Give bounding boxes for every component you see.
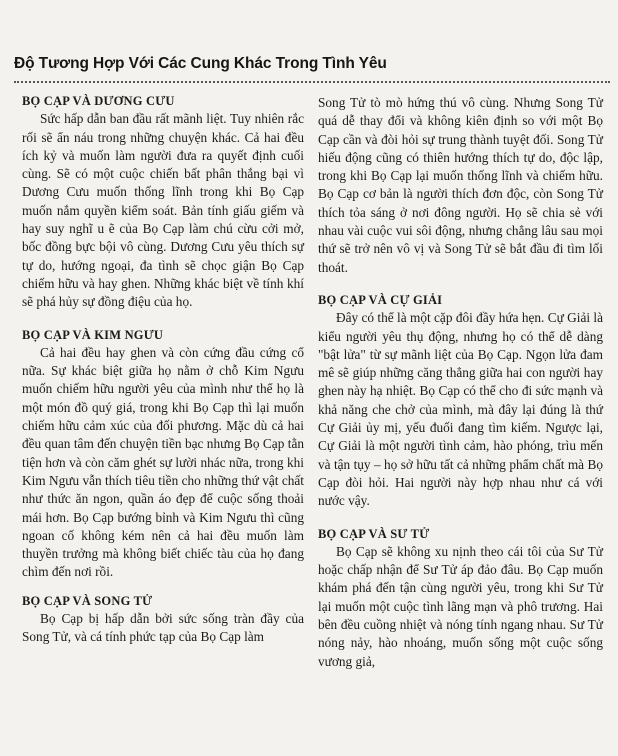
section-body-cu-giai: Đây có thể là một cặp đôi đầy hứa hẹn. Cự Giải là kiểu người yêu thụ động, nhưng họ có thể dễ dàng "bật lửa" từ sự mãnh liệt của Bọ Cạp. Ngọn lửa đam mê sẽ giúp những căng thẳng giữa hai con người hay ghen này hạ nhiệt. Bọ Cạp có thể cho đi sức mạnh và khả năng che chở của mình, mà đây lại đúng là thứ Cự Giải ủy mị, yếu đuối đang tìm kiếm. Ngược lại, Cự Giải là một người tình cảm, hào phóng, trìu mến và tận tụy – họ sở hữu tất cả những phẩm chất mà Bọ Cạp đòi hỏi. Hai người này hợp nhau như cá với nước vậy. (318, 310, 603, 509)
section-heading-cu-giai: BỌ CẠP VÀ CỰ GIẢI (318, 292, 443, 307)
page-header: Độ Tương Hợp Với Các Cung Khác Trong Tình Yêu (14, 55, 387, 72)
section-body-duong-cuu: Sức hấp dẫn ban đầu rất mãnh liệt. Tuy nhiên rắc rối sẽ ẩn náu trong những chuyện khác. Cả hai đều ích kỷ và muốn làm người đưa ra quyết định cuối cùng. Sẽ có một cuộc chiến bất phân thắng bại vì Dương Cưu muốn thống lĩnh trong khi Bọ Cạp muốn nắm quyền kiểm soát. Bản tính giấu giếm và hay suy nghĩ u ẽ của Bọ Cạp làm chú cừu cởi mở, bốc đồng bực bội vô cùng. Dương Cưu yêu thích sự tự do, hướng ngoại, đa tình sẽ chọc giận Bọ Cạp chiếm hữu và hay ghen. Những khác biệt về tính khí sẽ phá hủy sự đồng điệu của họ. (22, 111, 304, 310)
section-body-su-tu: Bọ Cạp sẽ không xu nịnh theo cái tôi của Sư Tử hoặc chấp nhận để Sư Tử áp đảo đâu. Bọ Cạp muốn khám phá đến tận cùng người yêu, trong khi Sư Tử lại muốn một cuộc tình lãng mạn và phô trương. Hai bên đều cuồng nhiệt và nóng tính ngang nhau. Sư Tử nóng nảy, hào nhoáng, muốn sống một cuộc sống vương giả, (318, 543, 603, 669)
section-body-song-tu: Bọ Cạp bị hấp dẫn bởi sức sống tràn đầy của Song Tử, và cá tính phức tạp của Bọ Cạp làm (22, 611, 304, 645)
section-heading-kim-nguu: BỌ CẠP VÀ KIM NGƯU (22, 327, 164, 342)
section-body-kim-nguu: Cả hai đều hay ghen và còn cứng đầu cứng cổ nữa. Sự khác biệt giữa họ nằm ở chỗ Kim Ngưu muốn chiếm hữu người yêu của mình như thể họ là một món đồ quý giá, trong khi Bọ Cạp thì lại muốn chiếm hữu cảm xúc của đối phương. Mặc dù cả hai đều quan tâm đến chuyện tiền bạc nhưng Bọ Cạp tằn tiện hơn và còn căm ghét sự lười nhác nữa, trong khi Kim Ngưu vẫn thích tiêu tiền cho những thứ vật chất như thức ăn ngon, quần áo đẹp để cuộc sống thoải mái hơn. Bọ Cạp bướng bỉnh và Kim Ngưu thì cũng ngoan cố không kém nên cả hai đều muốn làm thuyền trưởng mà không biết chiếc tàu của họ đang chìm đến nơi rồi. (22, 344, 304, 580)
section-heading-su-tu: BỌ CẠP VÀ SƯ TỬ (318, 526, 430, 541)
section-body-song-tu-continued: Song Tử tò mò hứng thú vô cùng. Nhưng Song Tử quá dễ thay đổi và không kiên định so với một Bọ Cạp cần và đòi hỏi sự trung thành tuyệt đối. Song Tử hiếu động cũng có thiên hướng thích tự do, độc lập, trong khi Bọ Cạp lại muốn thống lĩnh và chiếm hữu. Bọ Cạp cơ bản là người thích đơn độc, còn Song Tử thích tỏa sáng ở nơi đông người. Họ sẽ chia sẻ với nhau vài cuộc vui sôi động, nhưng chẳng lâu sau mọi thứ sẽ trở nên vô vị và Song Tử sẽ bắt đầu đi tìm lối thoát. (318, 95, 603, 275)
header-divider (14, 81, 610, 83)
section-heading-song-tu: BỌ CẠP VÀ SONG TỬ (22, 593, 153, 608)
left-column (22, 92, 304, 647)
right-column (318, 94, 603, 671)
section-heading-duong-cuu: BỌ CẠP VÀ DƯƠNG CƯU (22, 94, 175, 108)
